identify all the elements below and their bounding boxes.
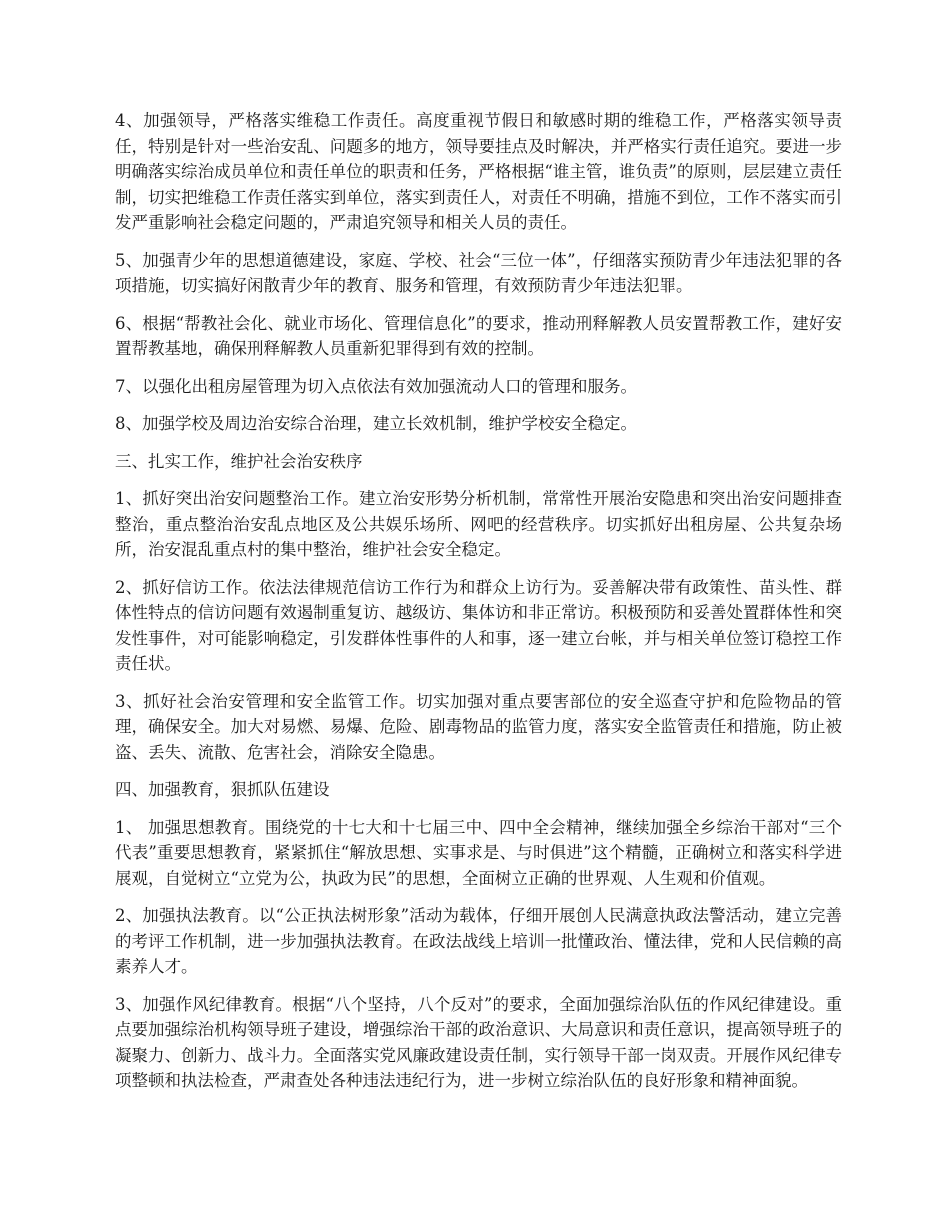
document-body — [115, 108, 842, 1106]
paragraph-youth-education: 5、加强青少年的思想道德建设，家庭、学校、社会“三位一体”，仔细落实预防青少年违法犯罪的各项措施，切实搞好闲散青少年的教育、服务和管理，有效预防青少年违法犯罪。 — [115, 250, 842, 295]
paragraph-discipline-education: 3、加强作风纪律教育。根据“八个坚持，八个反对”的要求，全面加强综治队伍的作风纪律建设。重点要加强综治机构领导班子建设，增强综治干部的政治意识、大局意识和责任意识，提高领导班子的凝聚力、创新力、战斗力。全面落实党风廉政建设责任制，实行领导干部一岗双责。开展作风纪律专项整顿和执法检查，严肃查处各种违法违纪行为，进一步树立综治队伍的良好形象和精神面貌。 — [115, 994, 842, 1090]
section-heading-public-order: 三、扎实工作，维护社会治安秩序 — [115, 451, 363, 471]
paragraph-law-enforcement-education: 2、加强执法教育。以“公正执法树形象”活动为载体，仔细开展创人民满意执政法警活动，建立完善的考评工作机制，进一步加强执法教育。在政法战线上培训一批懂政治、懂法律，党和人民信赖的高素养人才。 — [115, 906, 842, 976]
paragraph-rental-housing: 7、以强化出租房屋管理为切入点依法有效加强流动人口的管理和服务。 — [115, 376, 637, 396]
paragraph-safety-supervision: 3、抓好社会治安管理和安全监管工作。切实加强对重点要害部位的安全巡查守护和危险物品的管理，确保安全。加大对易燃、易爆、危险、剧毒物品的监管力度，落实安全监管责任和措施，防止被盗、丢失、流散、危害社会，消除安全隐患。 — [115, 691, 842, 762]
section-heading-team-building: 四、加强教育，狠抓队伍建设 — [115, 780, 330, 799]
paragraph-public-order-rectification: 1、抓好突出治安问题整治工作。建立治安形势分析机制，常常性开展治安隐患和突出治安问题排查整治，重点整治治安乱点地区及公共娱乐场所、网吧的经营秩序。切实抓好出租房屋、公共复杂场所，治安混乱重点村的集中整治，维护社会安全稳定。 — [115, 489, 842, 559]
paragraph-school-safety: 8、加强学校及周边治安综合治理，建立长效机制，维护学校安全稳定。 — [115, 414, 637, 433]
paragraph-ideological-education: 1、 加强思想教育。围绕党的十七大和十七届三中、四中全会精神，继续加强全乡综治干部对“三个代表”重要思想教育，紧紧抓住“解放思想、实事求是、与时俱进”这个精髓，正确树立和落实科学进展观，自觉树立“立党为公，执政为民”的思想，全面树立正确的世界观、人生观和价值观。 — [115, 817, 842, 888]
paragraph-resettlement: 6、根据“帮教社会化、就业市场化、管理信息化”的要求，推动刑释解教人员安置帮教工作，建好安置帮教基地，确保刑释解教人员重新犯罪得到有效的控制。 — [115, 313, 842, 358]
paragraph-leadership: 4、加强领导，严格落实维稳工作责任。高度重视节假日和敏感时期的维稳工作，严格落实领导责任，特别是针对一些治安乱、问题多的地方，领导要挂点及时解决，并严格实行责任追究。要进一步明确落实综治成员单位和责任单位的职责和任务，严格根据“谁主管，谁负责”的原则，层层建立责任制，切实把维稳工作责任落实到单位，落实到责任人，对责任不明确，措施不到位，工作不落实而引发严重影响社会稳定问题的，严肃追究领导和相关人员的责任。 — [115, 111, 842, 232]
paragraph-petitions: 2、抓好信访工作。依法法律规范信访工作行为和群众上访行为。妥善解决带有政策性、苗头性、群体性特点的信访问题有效遏制重复访、越级访、集体访和非正常访。积极预防和妥善处置群体性和突发性事件，对可能影响稳定，引发群体性事件的人和事，逐一建立台帐，并与相关单位签订稳控工作责任状。 — [115, 577, 842, 673]
